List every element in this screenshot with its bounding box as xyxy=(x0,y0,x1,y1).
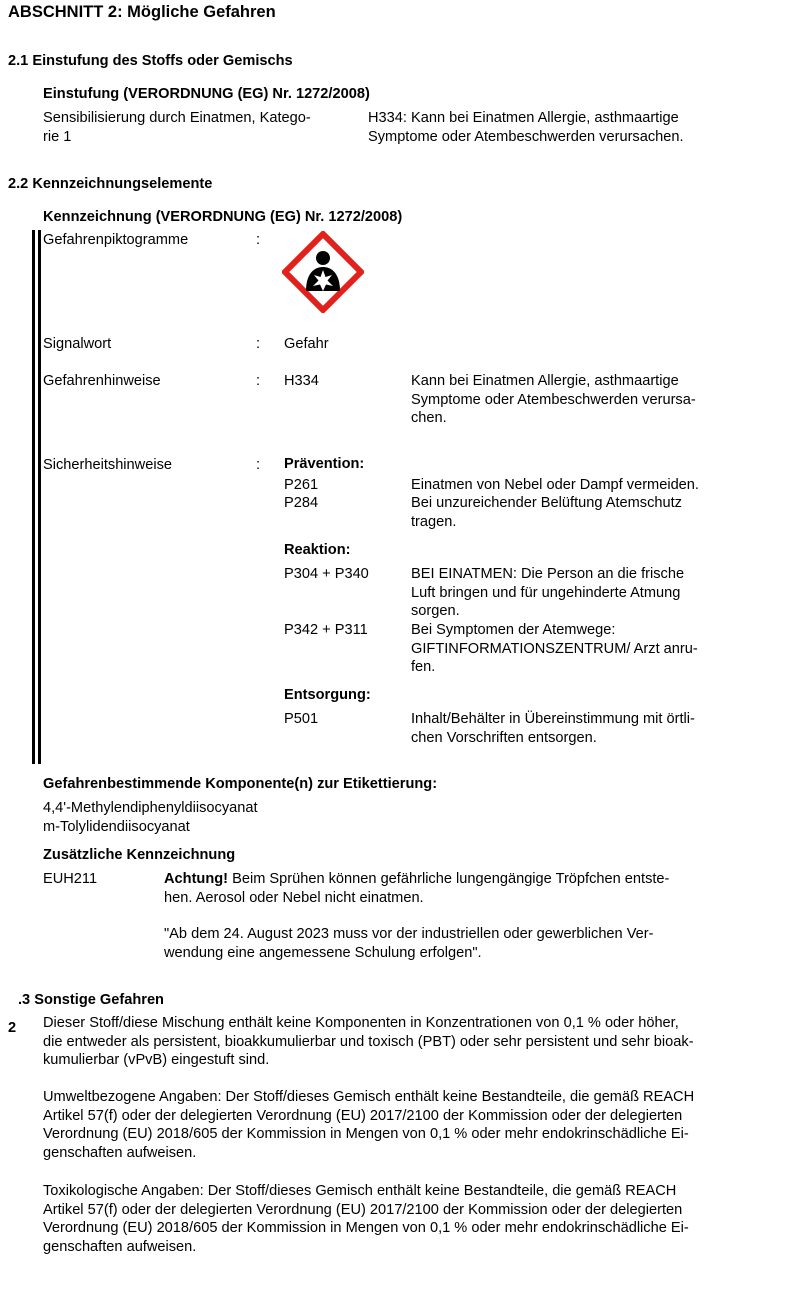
text-line: Sensibilisierung durch Einatmen, Katego- xyxy=(43,110,311,126)
text-line: H334: Kann bei Einatmen Allergie, asthmaartige xyxy=(368,110,679,126)
colon: : xyxy=(256,373,261,389)
text-line: BEI EINATMEN: Die Person an die frische xyxy=(411,566,685,582)
text-line: "Ab dem 24. August 2023 muss vor der industriellen oder gewerblichen Ver- xyxy=(164,926,654,942)
subsection-2-3-title: .3 Sonstige Gefahren xyxy=(18,992,164,1008)
environmental-paragraph xyxy=(43,1088,694,1163)
text-line: Inhalt/Behälter in Übereinstimmung mit örtli- xyxy=(411,711,695,727)
revision-bar xyxy=(38,230,41,764)
hazard-statements-label: Gefahrenhinweise xyxy=(43,373,161,389)
prevention-heading: Prävention: xyxy=(284,456,365,472)
text-line: tragen. xyxy=(411,513,457,530)
text-line: hen. Aerosol oder Nebel nicht einatmen. xyxy=(164,889,424,906)
text-line: Symptome oder Atembeschwerden verursa- xyxy=(411,391,696,408)
p261-code: P261 xyxy=(284,477,319,493)
text-line: genschaften aufweisen. xyxy=(43,1145,197,1162)
components-heading: Gefahrenbestimmende Komponente(n) zur Etikettierung: xyxy=(43,776,438,792)
section-title: ABSCHNITT 2: Mögliche Gefahren xyxy=(8,3,276,21)
signal-word-value: Gefahr xyxy=(284,336,329,352)
text-line: Luft bringen und für ungehinderte Atmung xyxy=(411,584,681,601)
p284-code: P284 xyxy=(284,495,319,511)
list-item: m-Tolylidendiisocyanat xyxy=(43,818,190,835)
text-line: GIFTINFORMATIONSZENTRUM/ Arzt anru- xyxy=(411,640,698,657)
text-line: Bei unzureichender Belüftung Atemschutz xyxy=(411,495,682,511)
text-line: chen Vorschriften entsorgen. xyxy=(411,729,597,746)
p284-text xyxy=(411,494,682,531)
classification-hazard-statement xyxy=(368,109,684,146)
p304-text xyxy=(411,565,684,621)
euh211-code: EUH211 xyxy=(43,871,98,887)
p501-code: P501 xyxy=(284,711,319,727)
disposal-heading: Entsorgung: xyxy=(284,687,371,703)
text-line: Umweltbezogene Angaben: Der Stoff/dieses Gemisch enthält keine Bestandteile, die gemäß REACH xyxy=(43,1089,695,1105)
text-line: kumulierbar (vPvB) eingestuft sind. xyxy=(43,1052,270,1069)
components-list xyxy=(43,799,258,836)
warning-word: Achtung! xyxy=(164,871,229,887)
p342-code: P342 + P311 xyxy=(284,622,368,638)
ghs08-health-hazard-icon xyxy=(282,231,364,313)
colon: : xyxy=(256,457,261,473)
training-requirement-text xyxy=(164,925,653,962)
signal-word-label: Signalwort xyxy=(43,336,112,352)
toxicological-paragraph xyxy=(43,1182,689,1257)
euh211-text xyxy=(164,870,669,907)
p342-text xyxy=(411,621,698,677)
text-line: Bei Symptomen der Atemwege: xyxy=(411,622,616,638)
colon: : xyxy=(256,232,261,248)
additional-labelling-heading: Zusätzliche Kennzeichnung xyxy=(43,847,236,863)
text-line: Toxikologische Angaben: Der Stoff/dieses Gemisch enthält keine Bestandteile, die gemäß REACH xyxy=(43,1183,677,1199)
margin-marker: 2 xyxy=(8,1020,17,1036)
subsection-2-1-title: 2.1 Einstufung des Stoffs oder Gemischs xyxy=(8,53,293,69)
revision-bar xyxy=(32,230,35,764)
text-fragment: Beim Sprühen können gefährliche lungengängige Tröpfchen entste- xyxy=(228,871,670,887)
pictogram-label: Gefahrenpiktogramme xyxy=(43,232,189,248)
text-line: Artikel 57(f) oder der delegierten Verordnung (EU) 2017/2100 der Kommission oder der delegierten xyxy=(43,1201,683,1218)
text-line: Verordnung (EU) 2018/605 der Kommission in Mengen von 0,1 % oder mehr endokrinschädliche Ei- xyxy=(43,1220,689,1237)
text-line: Dieser Stoff/diese Mischung enthält keine Komponenten in Konzentrationen von 0,1 % oder höher, xyxy=(43,1015,679,1031)
reaction-heading: Reaktion: xyxy=(284,542,351,558)
text-line: chen. xyxy=(411,410,447,427)
text-line: fen. xyxy=(411,659,436,676)
text-line: die entweder als persistent, bioakkumulierbar und toxisch (PBT) oder sehr persistent und sehr bioak- xyxy=(43,1033,694,1050)
hazard-code: H334 xyxy=(284,373,319,389)
text-line: Kann bei Einatmen Allergie, asthmaartige xyxy=(411,373,679,389)
colon: : xyxy=(256,336,261,352)
hazard-text xyxy=(411,372,696,428)
classification-category xyxy=(43,109,311,146)
precautionary-statements-label: Sicherheitshinweise xyxy=(43,457,172,473)
text-line: Artikel 57(f) oder der delegierten Verordnung (EU) 2017/2100 der Kommission oder der delegierten xyxy=(43,1107,683,1124)
p501-text xyxy=(411,710,695,747)
p261-text: Einatmen von Nebel oder Dampf vermeiden. xyxy=(411,477,699,493)
labelling-heading: Kennzeichnung (VERORDNUNG (EG) Nr. 1272/2008) xyxy=(43,209,403,225)
p304-code: P304 + P340 xyxy=(284,566,369,582)
text-line: Symptome oder Atembeschwerden verursachen. xyxy=(368,128,684,145)
list-item: 4,4'-Methylendiphenyldiisocyanat xyxy=(43,800,258,816)
classification-heading: Einstufung (VERORDNUNG (EG) Nr. 1272/2008) xyxy=(43,86,370,102)
text-line: wendung eine angemessene Schulung erfolgen". xyxy=(164,944,482,961)
text-line: sorgen. xyxy=(411,603,460,620)
subsection-2-2-title: 2.2 Kennzeichnungselemente xyxy=(8,176,213,192)
text-line: genschaften aufweisen. xyxy=(43,1239,197,1256)
text-line xyxy=(164,870,669,889)
text-line: rie 1 xyxy=(43,128,72,145)
pbt-paragraph xyxy=(43,1014,694,1070)
text-line: Verordnung (EU) 2018/605 der Kommission in Mengen von 0,1 % oder mehr endokrinschädliche Ei- xyxy=(43,1126,689,1143)
